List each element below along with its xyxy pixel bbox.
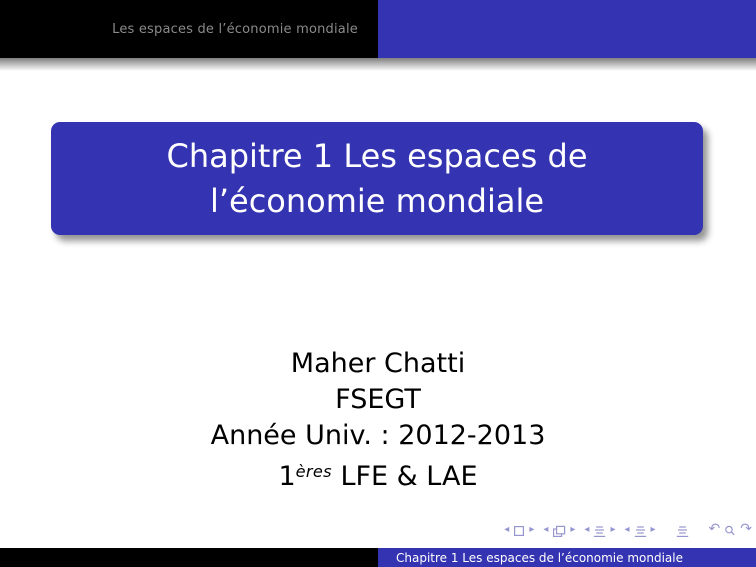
go-forward-icon[interactable]: ↷ [740, 521, 752, 537]
section-nav-group [624, 525, 655, 538]
title-line-2: l’économie mondiale [209, 181, 545, 220]
prev-frame-icon[interactable]: ◂ [543, 524, 549, 535]
header-bar [0, 0, 756, 58]
institution-name: FSEGT [335, 384, 421, 415]
prev-section-icon[interactable]: ◂ [624, 524, 630, 535]
next-frame-icon[interactable]: ▸ [570, 524, 576, 535]
subsection-nav-group [584, 525, 615, 538]
search-icon[interactable] [724, 525, 736, 537]
section-icon[interactable] [634, 525, 647, 538]
title-line-1: Chapitre 1 Les espaces de [166, 136, 588, 175]
header-section-cell [0, 0, 378, 58]
frame-nav-group [543, 525, 575, 538]
footer-title-cell [378, 548, 756, 567]
footer-bar [0, 548, 756, 567]
next-slide-icon[interactable]: ▸ [529, 524, 535, 535]
prev-slide-icon[interactable]: ◂ [504, 524, 510, 535]
class-line [0, 454, 756, 495]
footer-author-cell [0, 548, 378, 567]
class-line-superscript: ères [295, 462, 332, 481]
author-name: Maher Chatti [290, 348, 466, 379]
academic-year: Année Univ. : 2012-2013 [210, 420, 546, 451]
header-subsection-cell [378, 0, 756, 58]
header-shadow [0, 58, 756, 71]
document-nav-group [676, 525, 689, 538]
go-back-icon[interactable]: ↶ [708, 521, 721, 537]
slide-nav-group [504, 525, 534, 537]
subsection-icon[interactable] [593, 525, 606, 538]
presentation-icon[interactable] [676, 525, 689, 538]
navigation-bar [504, 523, 752, 539]
next-subsection-icon[interactable]: ▸ [610, 524, 616, 535]
prev-subsection-icon[interactable]: ◂ [584, 524, 590, 535]
class-line-suffix: LFE & LAE [331, 461, 478, 493]
author-block [0, 346, 756, 495]
slide-icon[interactable] [513, 525, 525, 537]
header-section-title: Les espaces de l’économie mondiale [112, 21, 358, 37]
title-box [51, 122, 703, 235]
class-line-prefix: 1 [278, 461, 296, 493]
history-search-group [708, 521, 752, 538]
next-section-icon[interactable]: ▸ [650, 524, 656, 535]
frame-icon[interactable] [552, 525, 566, 538]
footer-frame-title: Chapitre 1 Les espaces de l’économie mondiale [396, 550, 683, 565]
